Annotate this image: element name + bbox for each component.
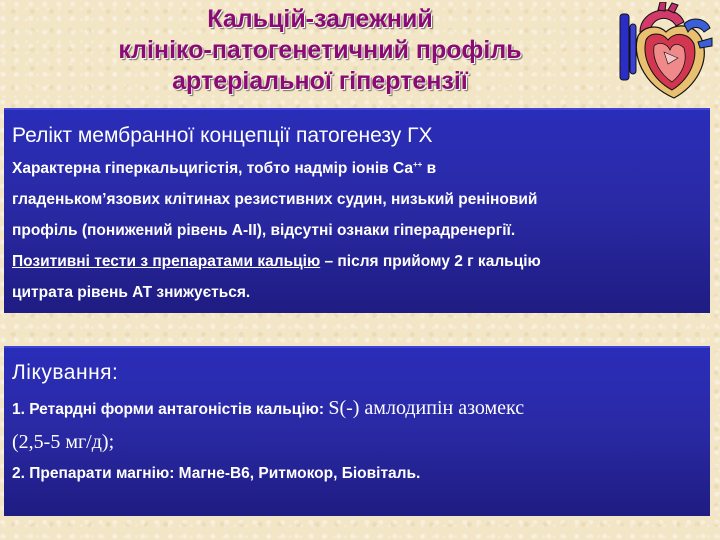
pathogenesis-panel <box>4 108 710 313</box>
pathogenesis-line-4 <box>12 246 702 277</box>
pathogenesis-heading: Релікт мембранної концепції патогенезу ГХ <box>12 124 433 147</box>
title-line-2: клініко-патогенетичний профіль <box>118 36 522 64</box>
treatment-heading: Лікування: <box>12 361 119 384</box>
heart-anatomy-icon <box>618 2 714 102</box>
slide-title <box>40 4 600 97</box>
pathogenesis-text <box>12 153 702 308</box>
pathogenesis-line-1-end: в <box>422 160 437 177</box>
treatment-item-1 <box>12 394 702 424</box>
pathogenesis-line-1-text: Характерна гіперкальцигістія, тобто надмір іонів Са <box>12 160 413 177</box>
treatment-item-1-label: 1. Ретардні форми антагоністів кальцію: <box>12 401 329 418</box>
pathogenesis-line-5: цитрата рівень АТ знижується. <box>12 284 251 301</box>
calcium-superscript: ++ <box>412 159 423 169</box>
pathogenesis-line-2: гладенькомʼязових клітинах резистивних судин, низький реніновий <box>12 191 538 208</box>
treatment-item-1-dose-text: (2,5-5 мг/д); <box>12 431 115 453</box>
treatment-list <box>12 394 702 486</box>
title-line-3: артеріальної гіпертензії <box>172 67 468 95</box>
treatment-panel <box>4 346 710 516</box>
treatment-item-2: 2. Препарати магнію: Магне-В6, Ритмокор, Біовіталь. <box>12 465 421 482</box>
calcium-tests-link[interactable]: Позитивні тести з препаратами кальцію <box>12 253 321 270</box>
pathogenesis-line-3: профіль (понижений рівень А-ІІ), відсутні ознаки гіперадренергії. <box>12 222 516 239</box>
pathogenesis-line-4-rest: – після прийому 2 г кальцію <box>320 253 541 270</box>
title-line-1: Кальцій-залежний <box>207 5 433 33</box>
treatment-item-1-dose <box>12 428 702 458</box>
pathogenesis-line-1 <box>12 153 702 184</box>
treatment-item-1-drug: S(-) амлодипін азомекс <box>328 397 525 419</box>
